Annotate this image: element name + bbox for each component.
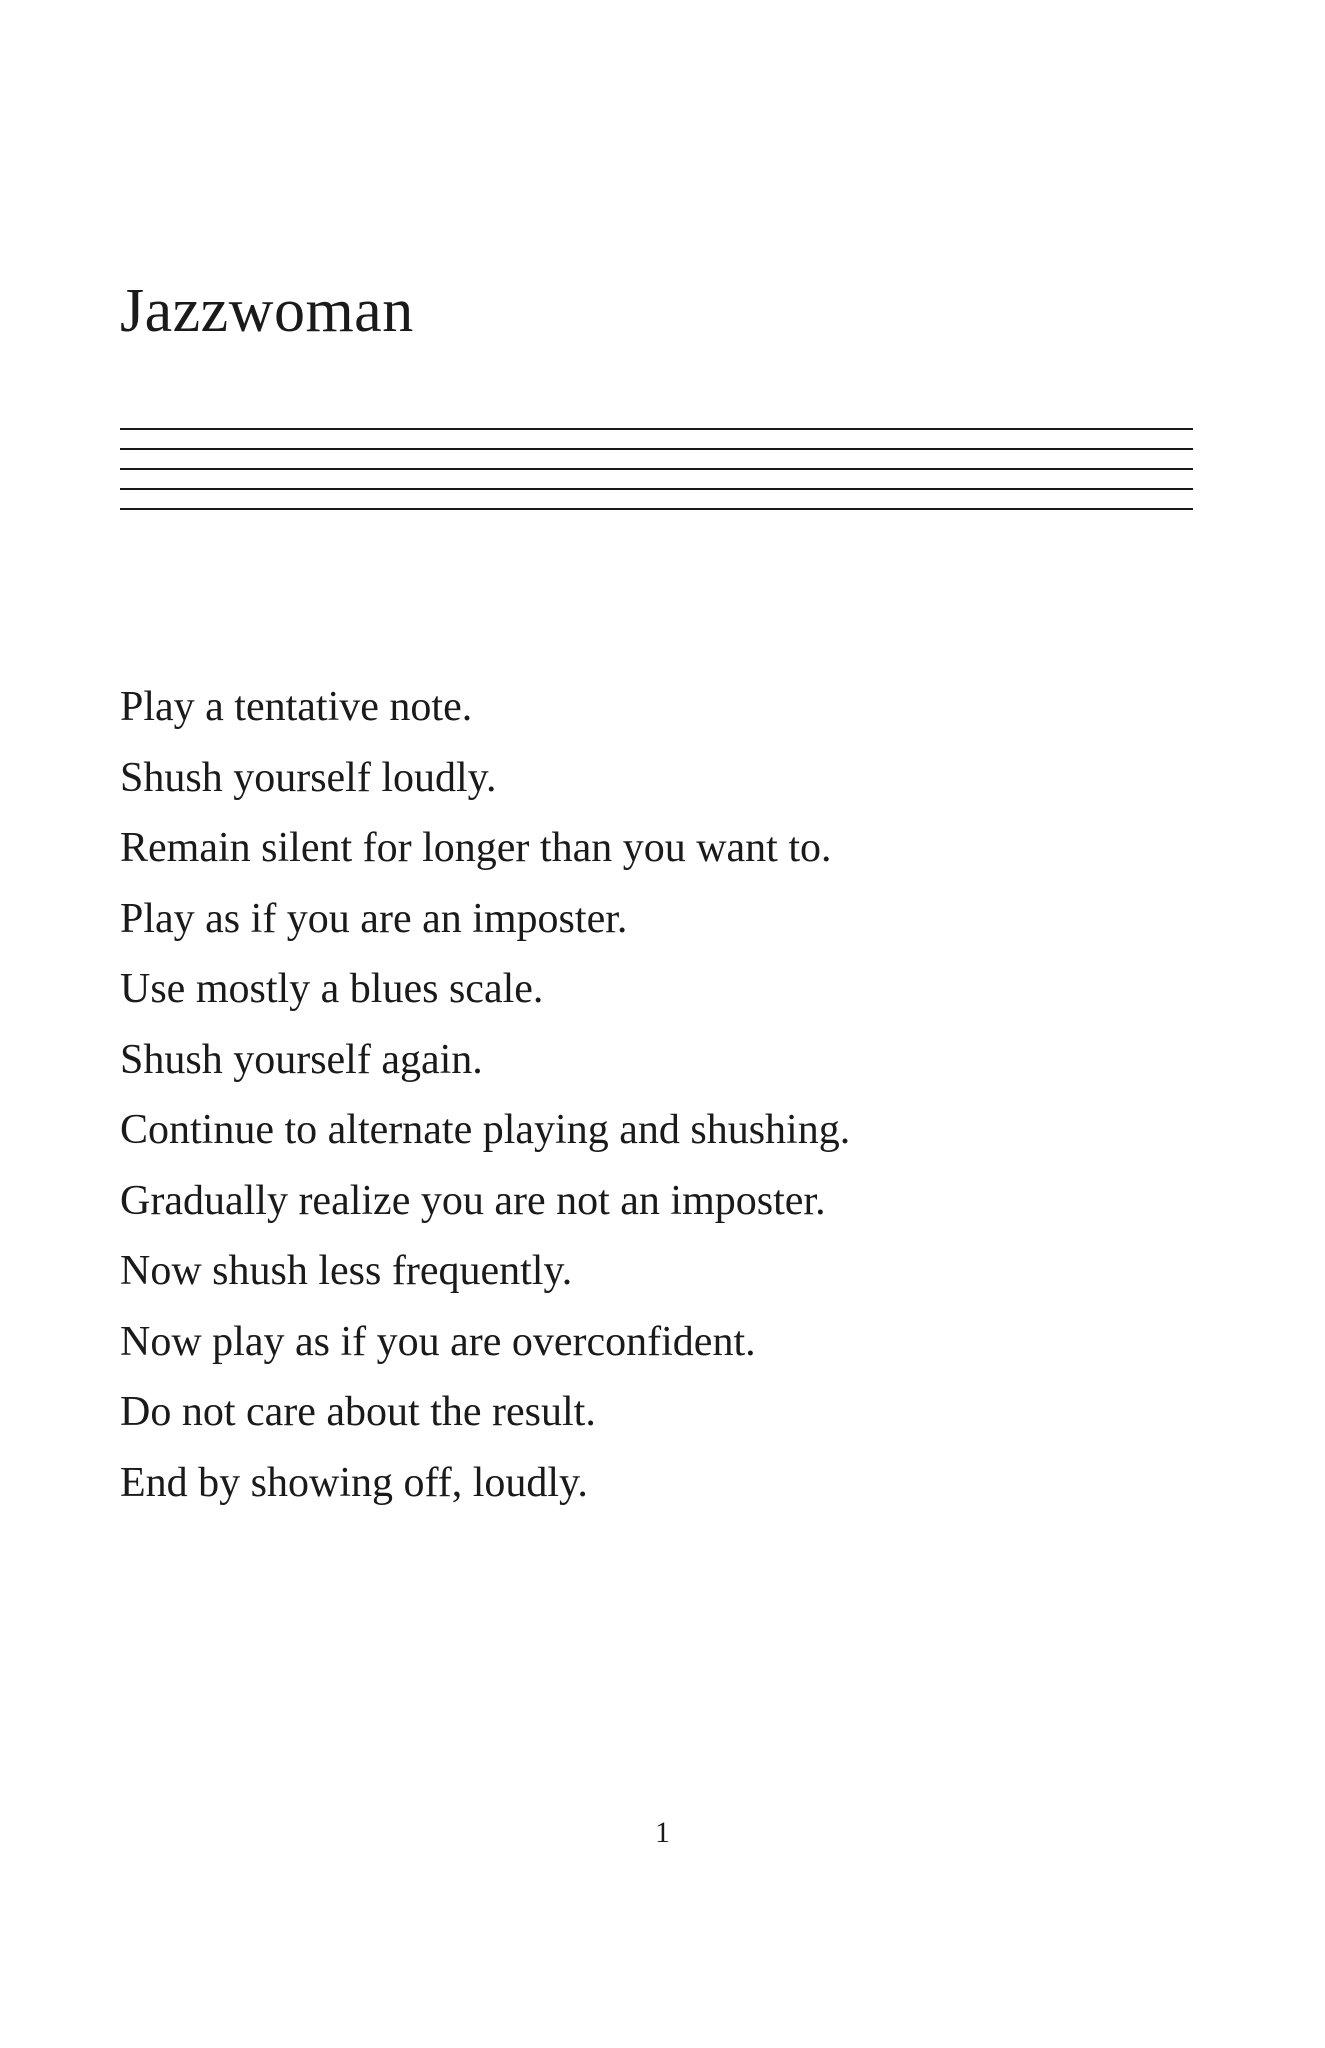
staff-line [120, 488, 1193, 490]
poem-line: End by showing off, loudly. [120, 1459, 588, 1506]
staff-line [120, 428, 1193, 430]
music-staff [120, 428, 1193, 510]
poem-line: Now shush less frequently. [120, 1248, 573, 1294]
poem-line: Remain silent for longer than you want to. [120, 825, 832, 871]
poem-line: Shush yourself again. [120, 1036, 483, 1083]
poem-line: Now play as if you are overconfident. [120, 1318, 756, 1365]
page-number: 1 [655, 1816, 670, 1849]
staff-line [120, 468, 1193, 470]
poem-line: Play a tentative note. [120, 684, 473, 730]
poem-line: Play as if you are an imposter. [120, 895, 628, 942]
poem-line: Do not care about the result. [120, 1389, 596, 1435]
poem-line: Use mostly a blues scale. [120, 966, 544, 1012]
poem-line: Gradually realize you are not an imposter. [120, 1177, 826, 1224]
staff-line [120, 448, 1193, 450]
staff-line [120, 508, 1193, 510]
poem-line: Shush yourself loudly. [120, 754, 497, 801]
page-title: Jazzwoman [120, 277, 414, 345]
poem-body [120, 672, 850, 1518]
poem-line: Continue to alternate playing and shushing. [120, 1107, 851, 1153]
